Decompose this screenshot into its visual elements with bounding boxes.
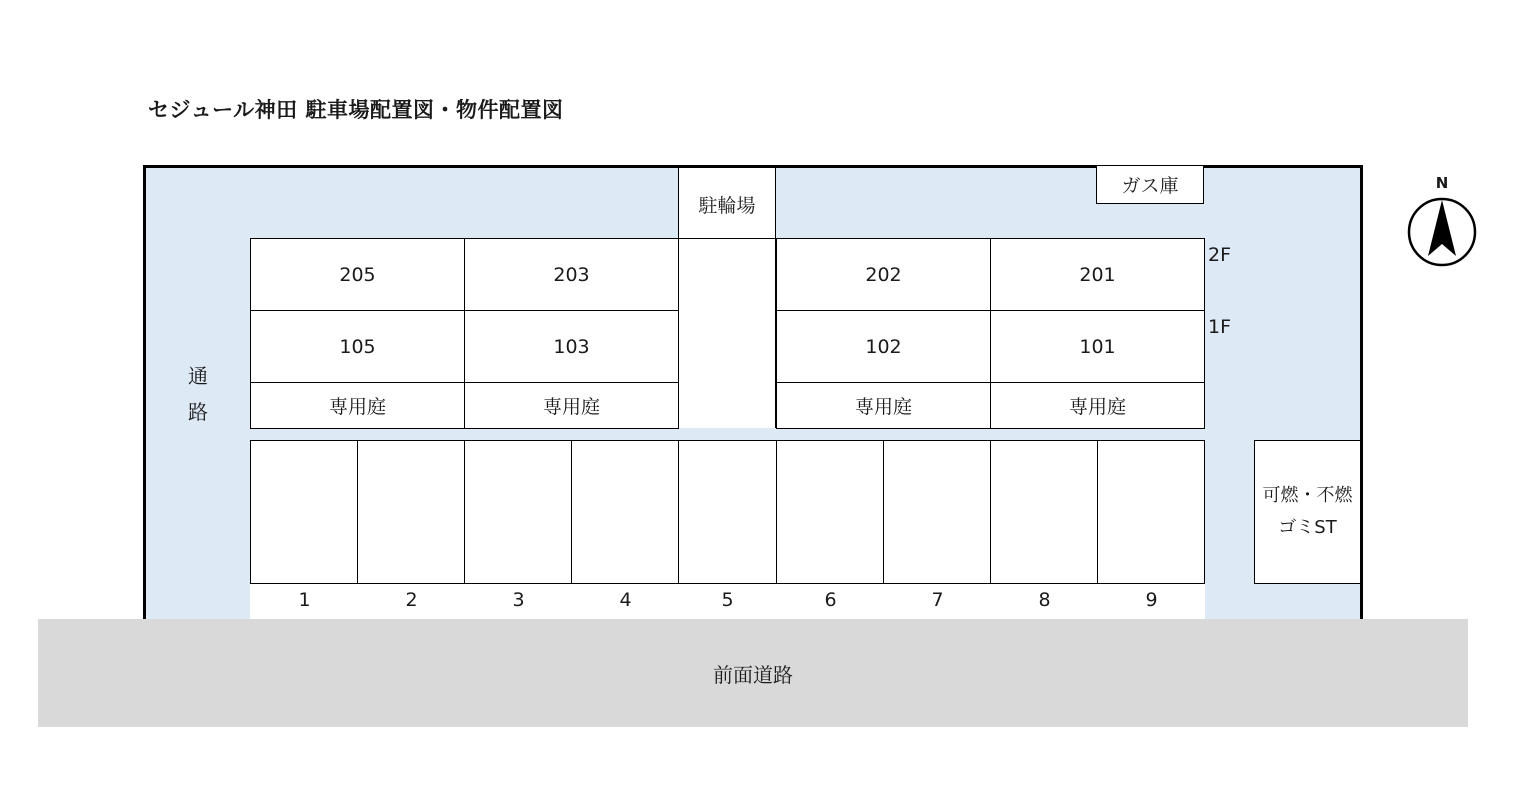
parking-space: [678, 440, 777, 584]
unit-201: 201: [990, 238, 1205, 311]
parking-space: [571, 440, 679, 584]
parking-number: 3: [512, 589, 525, 611]
floor-label-2f: 2F: [1208, 244, 1232, 266]
parking-number: 9: [1145, 589, 1158, 611]
unit-105: 105: [250, 310, 465, 383]
bicycle-parking-label: 駐輪場: [698, 194, 756, 217]
garbage-station-line-1: 可燃・不燃: [1262, 485, 1353, 506]
parking-number: 1: [298, 589, 311, 611]
garbage-station: [1254, 440, 1361, 584]
parking-number: 8: [1038, 589, 1051, 611]
parking-space: [883, 440, 991, 584]
compass: [1404, 174, 1480, 270]
garden-102: 専用庭: [776, 382, 991, 429]
page-title: セジュール神田 駐車場配置図・物件配置図: [148, 98, 564, 122]
passage-label: [180, 358, 216, 430]
gas-storage: ガス庫: [1096, 166, 1204, 204]
parking-space: [1097, 440, 1205, 584]
unit-202: 202: [776, 238, 991, 311]
floor-label-1f: 1F: [1208, 316, 1232, 338]
garden-101: 専用庭: [990, 382, 1205, 429]
bicycle-parking-divider: [678, 238, 776, 239]
parking-number: 2: [405, 589, 418, 611]
parking-space: [357, 440, 465, 584]
front-road-label: 前面道路: [713, 662, 793, 687]
compass-north-arrow-icon: [1406, 196, 1478, 268]
parking-space: [776, 440, 884, 584]
unit-102: 102: [776, 310, 991, 383]
parking-number: 6: [824, 589, 837, 611]
unit-101: 101: [990, 310, 1205, 383]
unit-103: 103: [464, 310, 679, 383]
parking-number: 4: [619, 589, 632, 611]
parking-space: [990, 440, 1098, 584]
garbage-station-line-2: ゴミST: [1278, 517, 1337, 538]
parking-number: 7: [931, 589, 944, 611]
passage-char-1: 通: [188, 364, 208, 388]
parking-number: 5: [721, 589, 734, 611]
passage-char-2: 路: [188, 400, 208, 424]
parking-space: [464, 440, 572, 584]
garden-103: 専用庭: [464, 382, 679, 429]
unit-203: 203: [464, 238, 679, 311]
unit-205: 205: [250, 238, 465, 311]
garden-105: 専用庭: [250, 382, 465, 429]
front-road: [38, 619, 1468, 727]
compass-north-label: N: [1435, 174, 1449, 192]
parking-space: [250, 440, 358, 584]
